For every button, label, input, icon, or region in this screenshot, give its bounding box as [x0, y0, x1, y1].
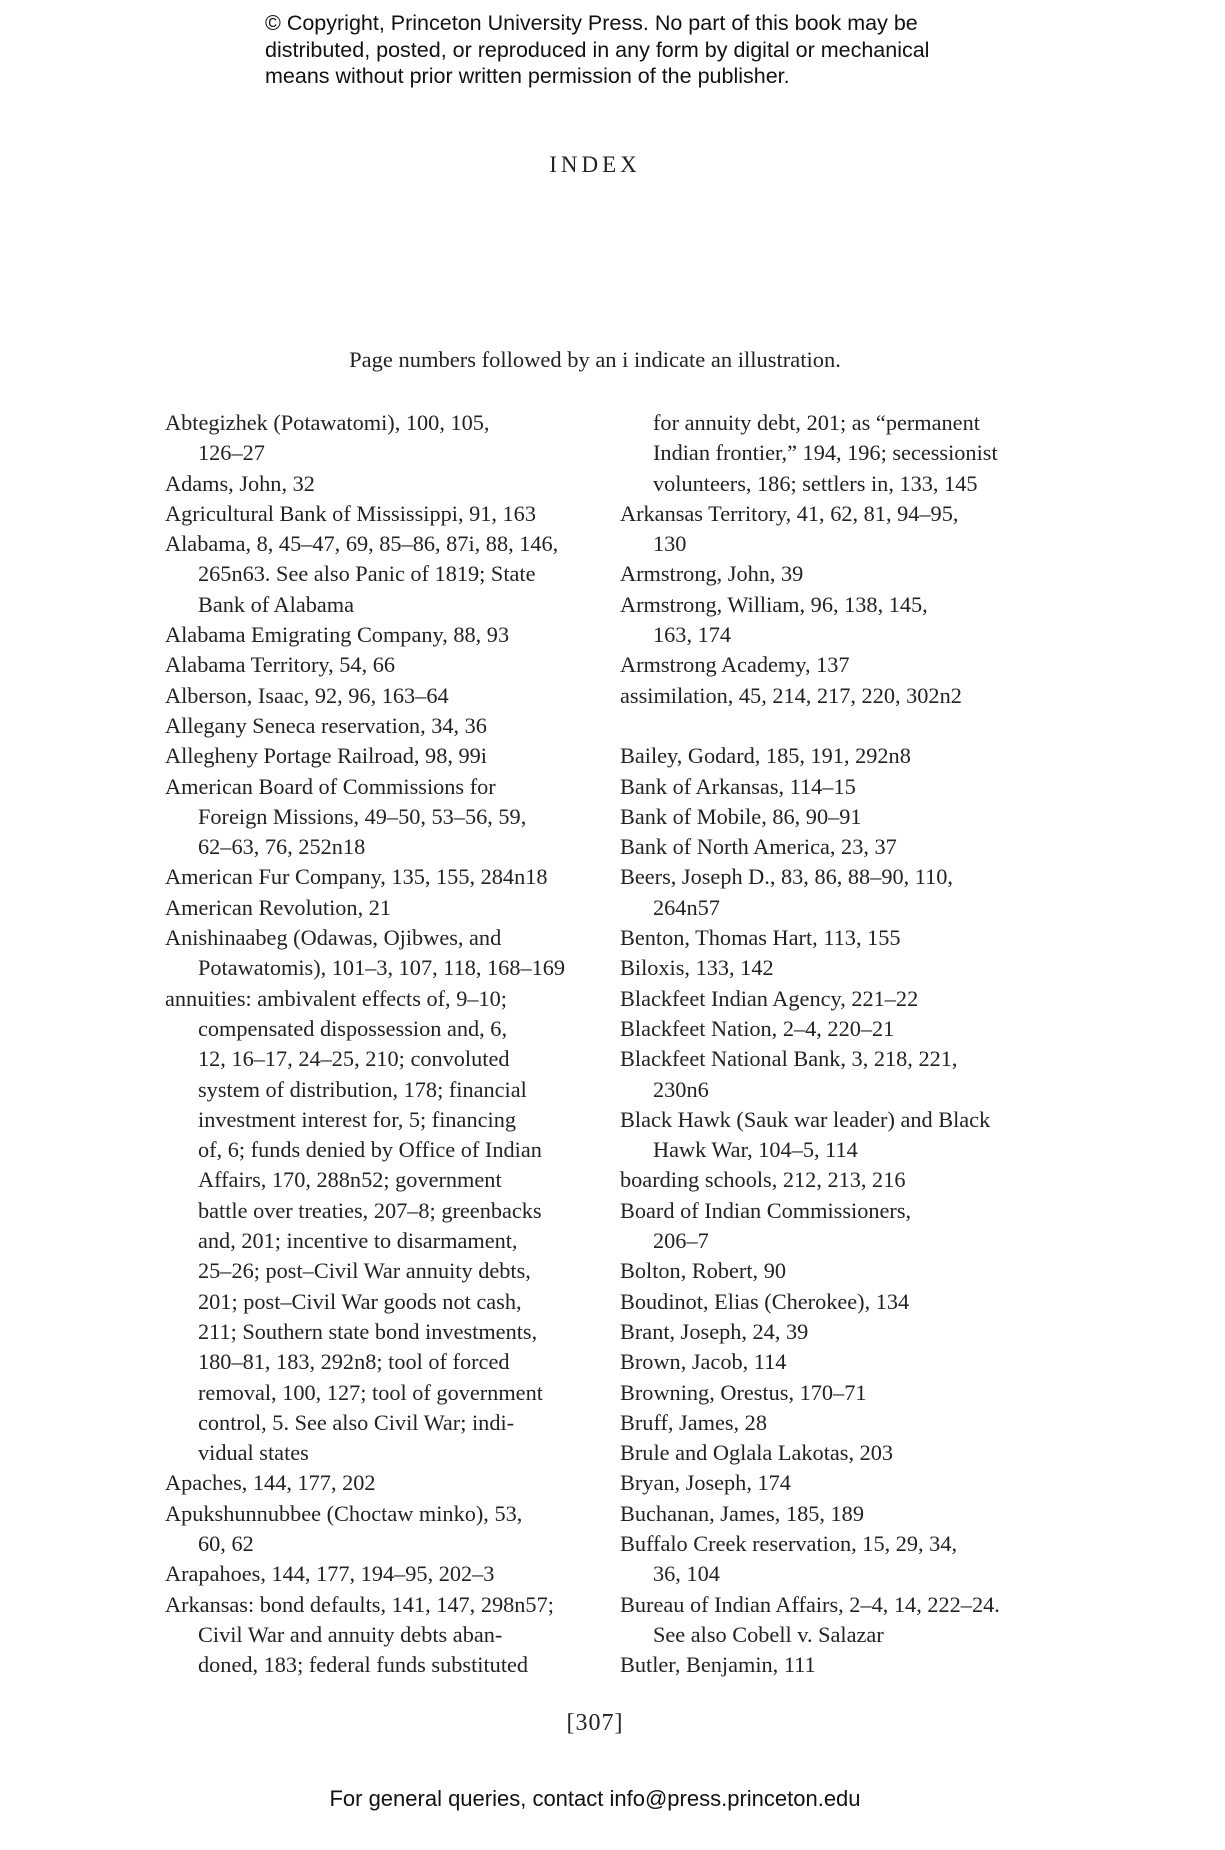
index-line: 201; post–Civil War goods not cash,	[198, 1288, 522, 1314]
index-line: Abtegizhek (Potawatomi), 100, 105,	[165, 410, 490, 435]
copyright-line: distributed, posted, or reproduced in any form by digital or mechanical	[265, 37, 930, 62]
index-line: Alabama, 8, 45–47, 69, 85–86, 87i, 88, 146,	[165, 531, 559, 557]
index-column-right	[620, 408, 1060, 1680]
index-line: for annuity debt, 201; as “permanent	[653, 410, 980, 435]
index-line: compensated dispossession and, 6,	[198, 1015, 508, 1041]
index-line: Browning, Orestus, 170–71	[620, 1379, 867, 1405]
index-line: Alabama Emigrating Company, 88, 93	[165, 622, 510, 648]
index-line: American Revolution, 21	[165, 894, 392, 920]
index-line: removal, 100, 127; tool of government	[198, 1379, 543, 1405]
index-line: Arkansas Territory, 41, 62, 81, 94–95,	[620, 500, 959, 526]
index-line: 62–63, 76, 252n18	[198, 834, 366, 860]
index-line: Potawatomis), 101–3, 107, 118, 168–169	[198, 955, 566, 981]
index-line: Allegheny Portage Railroad, 98, 99i	[165, 743, 487, 769]
index-line: Blackfeet National Bank, 3, 218, 221,	[620, 1046, 958, 1072]
copyright-line: © Copyright, Princeton University Press. No part of this book may be	[265, 11, 918, 35]
index-line: Bank of North America, 23, 37	[620, 834, 897, 860]
index-line: Foreign Missions, 49–50, 53–56, 59,	[198, 803, 527, 829]
index-line: 36, 104	[653, 1561, 720, 1587]
index-line: Alberson, Isaac, 92, 96, 163–64	[165, 682, 449, 708]
index-line: Black Hawk (Sauk war leader) and Black	[620, 1106, 991, 1132]
index-line: Adams, John, 32	[165, 470, 315, 496]
index-line: Buffalo Creek reservation, 15, 29, 34,	[620, 1530, 958, 1556]
index-line: Bruff, James, 28	[620, 1409, 767, 1435]
index-line: Bank of Arkansas, 114–15	[620, 773, 856, 799]
index-line: assimilation, 45, 214, 217, 220, 302n2	[620, 682, 962, 708]
index-line: system of distribution, 178; financial	[198, 1076, 527, 1102]
index-line: Bank of Mobile, 86, 90–91	[620, 803, 862, 829]
index-line: 180–81, 183, 292n8; tool of forced	[198, 1349, 510, 1375]
index-line: doned, 183; federal funds substituted	[198, 1652, 529, 1678]
index-line: battle over treaties, 207–8; greenbacks	[198, 1197, 542, 1223]
index-line: Arkansas: bond defaults, 141, 147, 298n57;	[165, 1591, 554, 1617]
index-line: Beers, Joseph D., 83, 86, 88–90, 110,	[620, 864, 953, 890]
index-line: 264n57	[653, 894, 720, 920]
index-line: Butler, Benjamin, 111	[620, 1652, 816, 1678]
index-line: 25–26; post–Civil War annuity debts,	[198, 1258, 531, 1284]
copyright-notice	[265, 10, 1025, 90]
index-line: Anishinaabeg (Odawas, Ojibwes, and	[165, 925, 502, 951]
index-line: Buchanan, James, 185, 189	[620, 1500, 864, 1526]
index-line: Biloxis, 133, 142	[620, 955, 774, 981]
index-note: Page numbers followed by an i indicate an illustration.	[349, 347, 841, 372]
page-title: INDEX	[549, 152, 641, 177]
index-line: Boudinot, Elias (Cherokee), 134	[620, 1288, 910, 1314]
index-line: 126–27	[198, 440, 265, 466]
section-gap	[620, 711, 1060, 741]
index-line: American Fur Company, 135, 155, 284n18	[165, 864, 548, 890]
index-line: Civil War and annuity debts aban-	[198, 1621, 503, 1647]
index-line: Blackfeet Indian Agency, 221–22	[620, 985, 919, 1011]
index-line: Affairs, 170, 288n52; government	[198, 1167, 502, 1193]
index-line: investment interest for, 5; financing	[198, 1106, 516, 1132]
index-line: control, 5. See also Civil War; indi-	[198, 1409, 515, 1435]
index-line: Blackfeet Nation, 2–4, 220–21	[620, 1015, 895, 1041]
index-line: Benton, Thomas Hart, 113, 155	[620, 925, 901, 951]
index-line: Armstrong, William, 96, 138, 145,	[620, 591, 928, 617]
index-line: Bryan, Joseph, 174	[620, 1470, 791, 1496]
index-line: Armstrong, John, 39	[620, 561, 804, 587]
index-line: vidual states	[198, 1440, 309, 1466]
page-number: [307]	[566, 1710, 624, 1736]
index-line: Apaches, 144, 177, 202	[165, 1470, 376, 1496]
index-line: 230n6	[653, 1076, 709, 1102]
index-line: Apukshunnubbee (Choctaw minko), 53,	[165, 1500, 523, 1526]
index-line: boarding schools, 212, 213, 216	[620, 1167, 906, 1193]
copyright-line: means without prior written permission of the publisher.	[265, 64, 790, 88]
index-line: of, 6; funds denied by Office of Indian	[198, 1137, 542, 1163]
index-line: Indian frontier,” 194, 196; secessionist	[653, 440, 998, 466]
index-line: annuities: ambivalent effects of, 9–10;	[165, 985, 507, 1011]
index-line: Bank of Alabama	[198, 591, 355, 617]
index-column-left	[165, 408, 595, 1680]
index-line: Bolton, Robert, 90	[620, 1258, 786, 1284]
index-line: 206–7	[653, 1228, 709, 1254]
index-line: 130	[653, 531, 687, 557]
index-line: Brown, Jacob, 114	[620, 1349, 787, 1375]
index-line: volunteers, 186; settlers in, 133, 145	[653, 470, 978, 496]
index-line: 163, 174	[653, 622, 732, 648]
index-line: Bureau of Indian Affairs, 2–4, 14, 222–24.	[620, 1591, 1000, 1617]
index-line: Arapahoes, 144, 177, 194–95, 202–3	[165, 1561, 495, 1587]
index-line: See also Cobell v. Salazar	[653, 1621, 884, 1647]
index-line: Brule and Oglala Lakotas, 203	[620, 1440, 894, 1466]
footer-contact: For general queries, contact info@press.princeton.edu	[329, 1786, 861, 1811]
index-line: Armstrong Academy, 137	[620, 652, 850, 678]
index-line: 12, 16–17, 24–25, 210; convoluted	[198, 1046, 510, 1072]
index-line: and, 201; incentive to disarmament,	[198, 1228, 518, 1254]
index-line: American Board of Commissions for	[165, 773, 496, 799]
index-line: Bailey, Godard, 185, 191, 292n8	[620, 743, 911, 769]
index-line: 60, 62	[198, 1530, 254, 1556]
index-line: Brant, Joseph, 24, 39	[620, 1318, 809, 1344]
index-line: Alabama Territory, 54, 66	[165, 652, 396, 678]
index-line: 211; Southern state bond investments,	[198, 1318, 538, 1344]
index-line: Agricultural Bank of Mississippi, 91, 163	[165, 500, 536, 526]
index-line: Allegany Seneca reservation, 34, 36	[165, 712, 487, 738]
index-line: Board of Indian Commissioners,	[620, 1197, 912, 1223]
index-line: 265n63. See also Panic of 1819; State	[198, 561, 536, 587]
index-line: Hawk War, 104–5, 114	[653, 1137, 858, 1163]
